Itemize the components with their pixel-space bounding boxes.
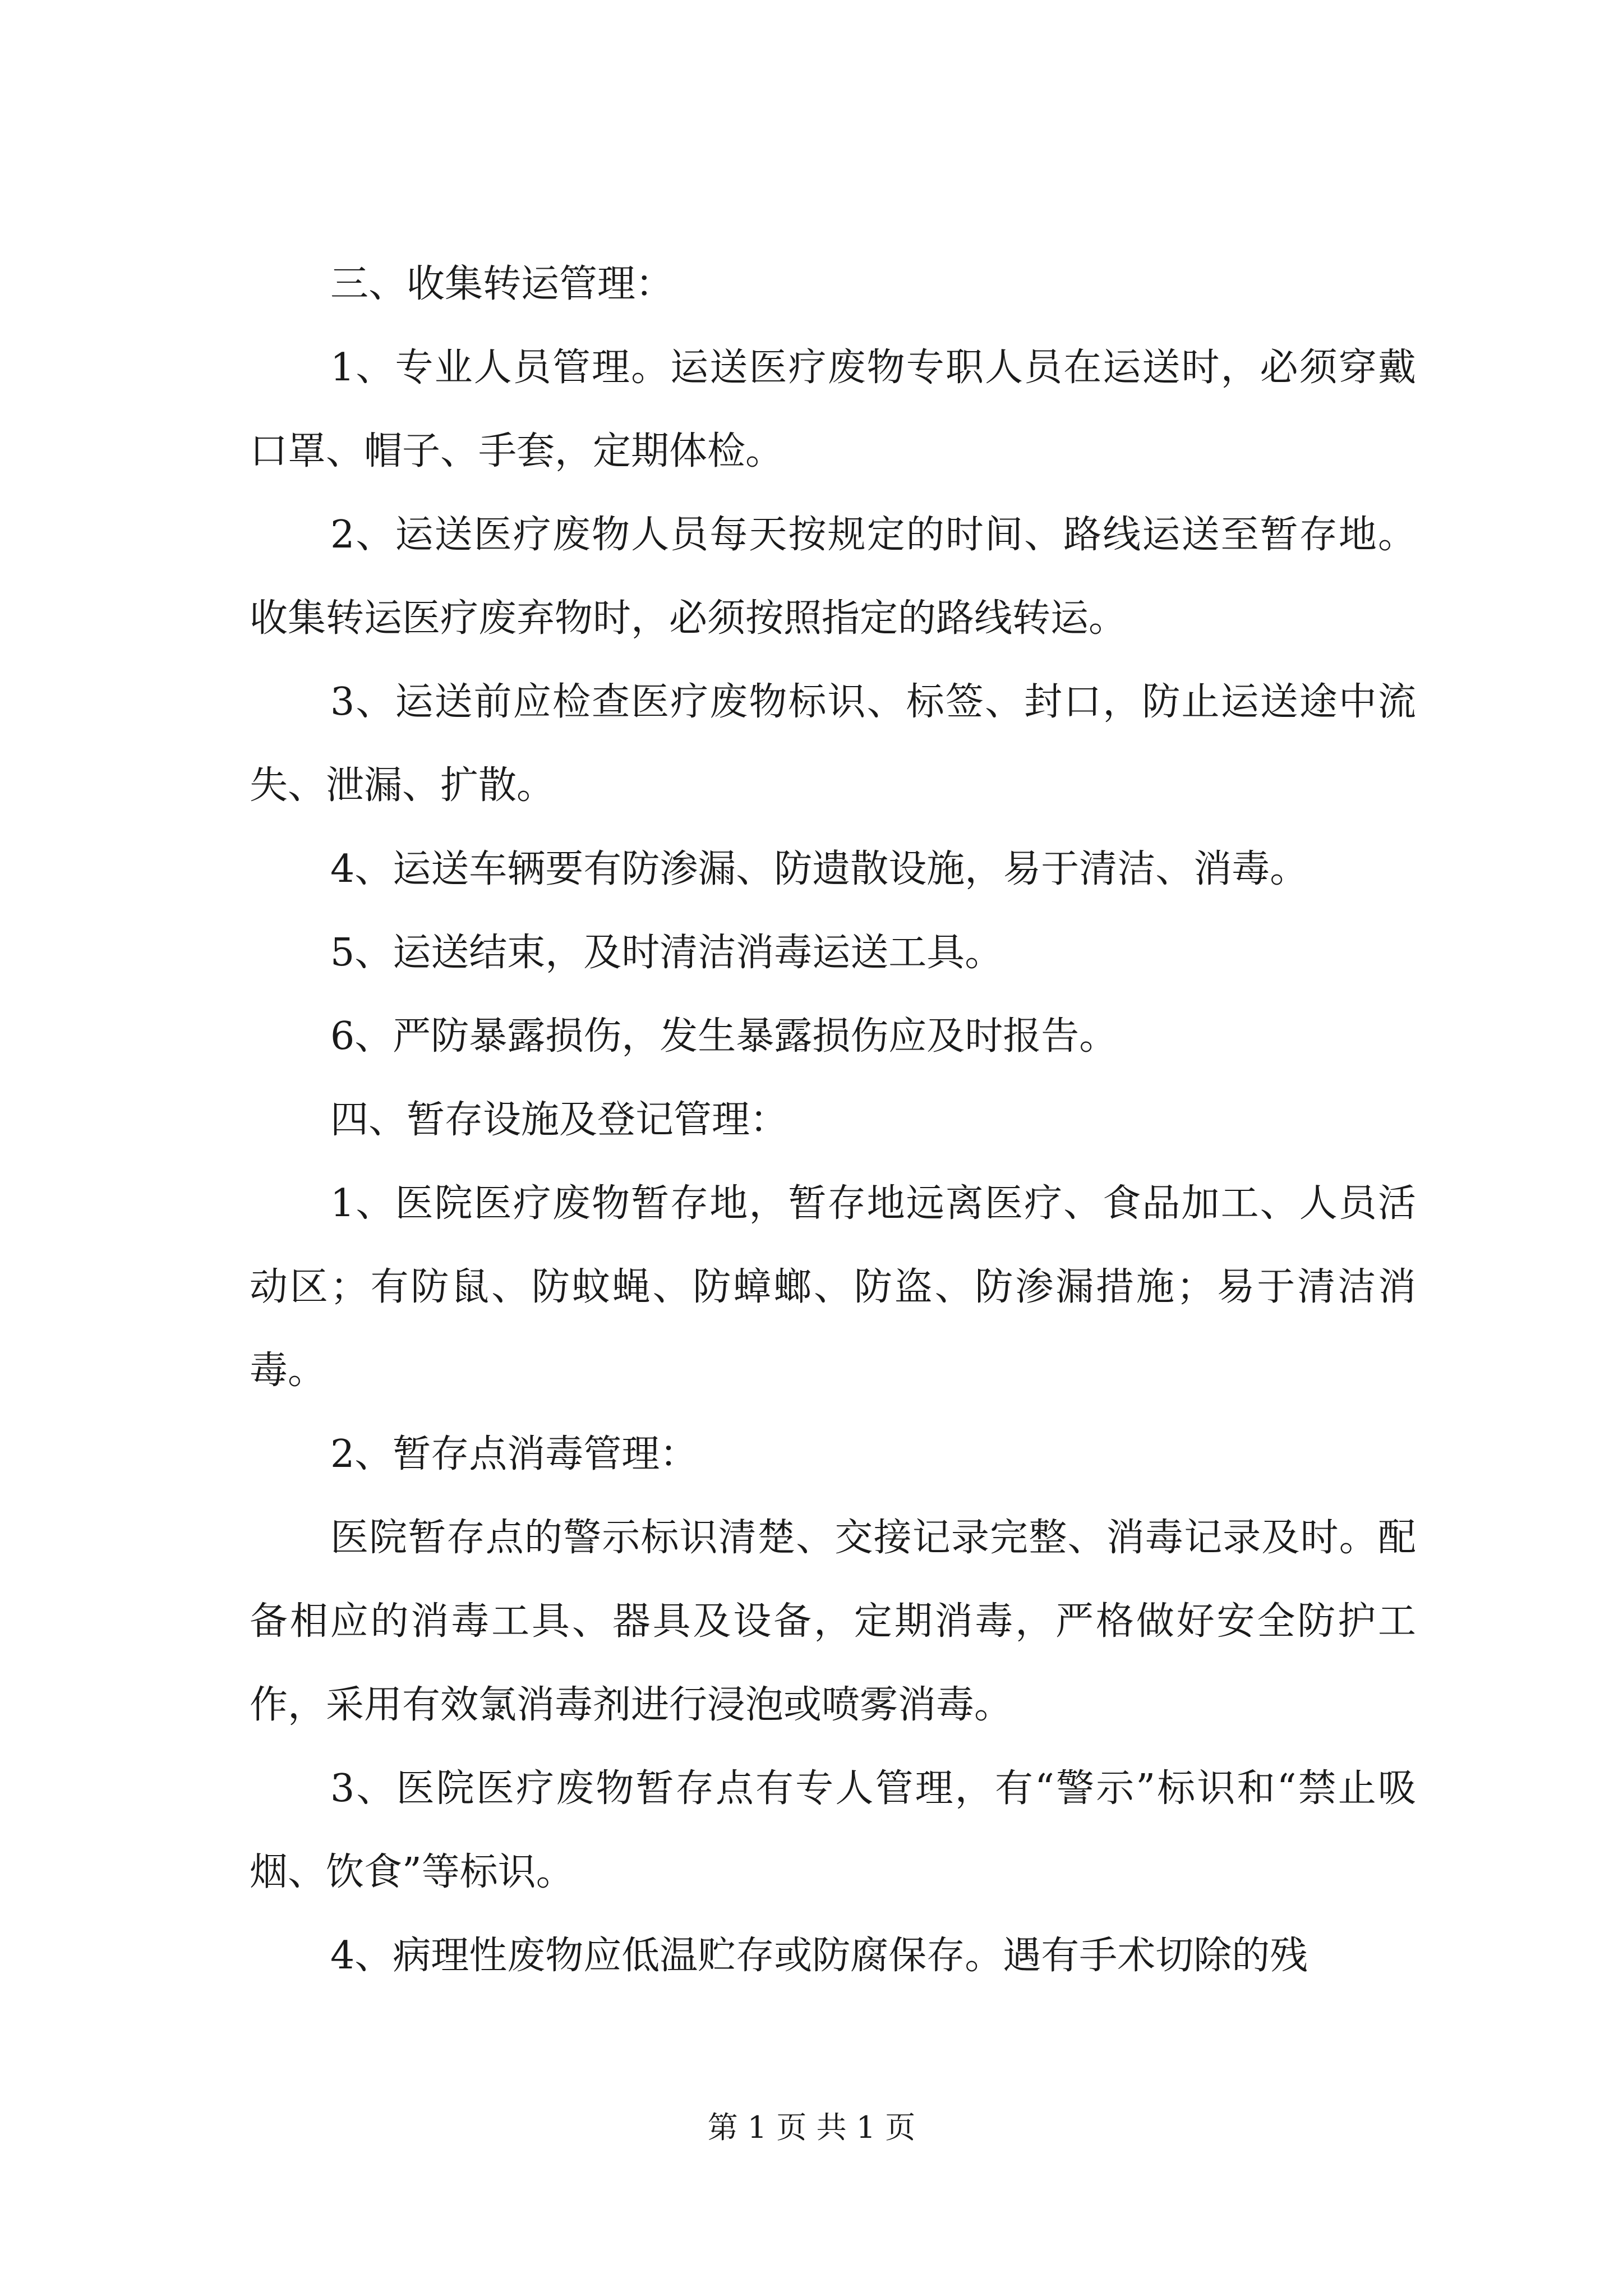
paragraph-item-5: 5、运送结束，及时清洁消毒运送工具。 [330,931,1003,975]
section-heading-storage: 四、暂存设施及登记管理： [330,1098,789,1142]
paragraph-storage-1: 1、医院医疗废物暂存地，暂存地远离医疗、食品加工、人员活动区；有防鼠、防蚊蝇、防蟑螂、防盗、防渗漏措施；易于清洁消毒。 [250,1181,1416,1393]
paragraph-storage-2-detail: 医院暂存点的警示标识清楚、交接记录完整、消毒记录及时。配备相应的消毒工具、器具及设备，定期消毒，严格做好安全防护工作，采用有效氯消毒剂进行浸泡或喷雾消毒。 [250,1516,1416,1727]
section-heading-collection-transport: 三、收集转运管理： [330,262,674,306]
paragraph-item-2: 2、运送医疗废物人员每天按规定的时间、路线运送至暂存地。收集转运医疗废弃物时，必须按照指定的路线转运。 [250,513,1416,641]
paragraph-item-1: 1、专业人员管理。运送医疗废物专职人员在运送时，必须穿戴口罩、帽子、手套，定期体检。 [250,346,1416,473]
paragraph-storage-2: 2、暂存点消毒管理： [330,1432,698,1476]
paragraph-storage-3: 3、医院医疗废物暂存点有专人管理，有“警示”标识和“禁止吸烟、饮食”等标识。 [250,1766,1416,1894]
paragraph-item-6: 6、严防暴露损伤，发生暴露损伤应及时报告。 [330,1014,1118,1059]
paragraph-item-4: 4、运送车辆要有防渗漏、防遗散设施，易于清洁、消毒。 [330,847,1308,891]
page-number-footer: 第 1 页 共 1 页 [707,2110,916,2145]
document-body [250,242,1416,1998]
paragraph-item-3: 3、运送前应检查医疗废物标识、标签、封口，防止运送途中流失、泄漏、扩散。 [250,680,1416,808]
paragraph-storage-4: 4、病理性废物应低温贮存或防腐保存。遇有手术切除的残 [330,1934,1308,1978]
